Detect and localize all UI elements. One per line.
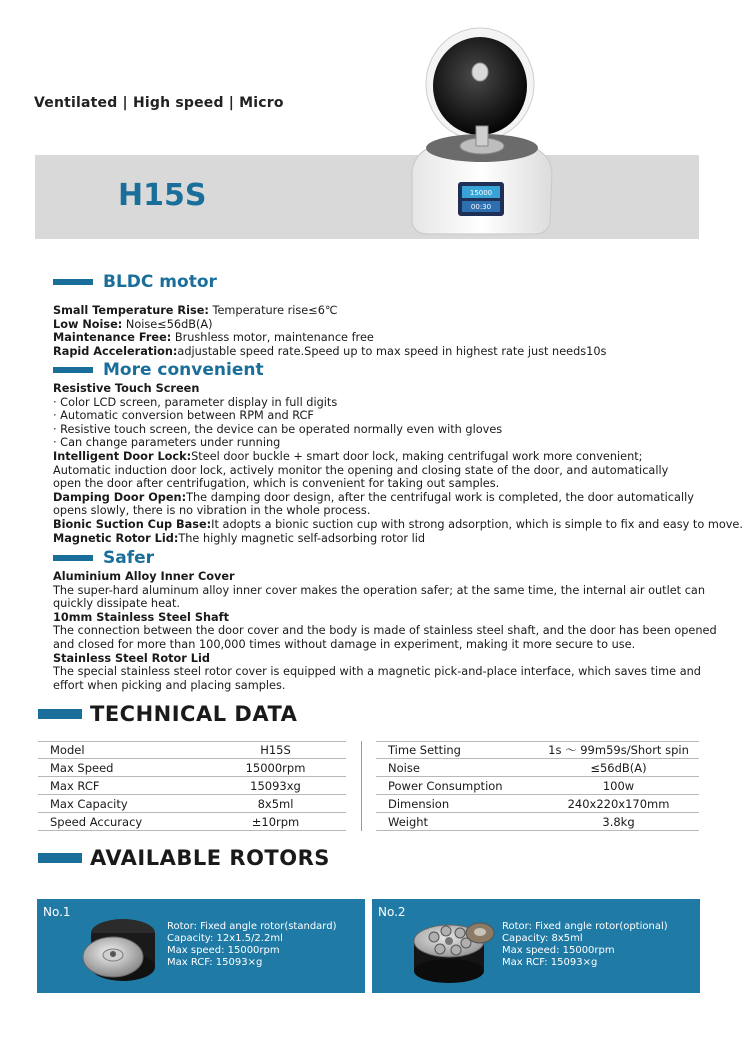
spec-row — [38, 813, 346, 831]
section-safer — [53, 547, 154, 569]
door-lock-line: Intelligent Door Lock:Steel door buckle + smart door lock, making centrifugal work more convenient; — [53, 449, 643, 463]
rotor-card-1 — [37, 899, 365, 993]
section-title-convenient: More convenient — [103, 360, 264, 380]
technical-data-title: TECHNICAL DATA — [90, 702, 298, 726]
rotor-spec-line: Capacity: 12x1.5/2.2ml — [167, 933, 283, 944]
touch-bullet: · Resistive touch screen, the device can be operated normally even with gloves — [53, 422, 503, 436]
door-lock-line: Automatic induction door lock, actively monitor the opening and closing state of the door, and automatically — [53, 463, 669, 477]
rotor-1-image — [73, 903, 163, 989]
safer-subtitle: Stainless Steel Rotor Lid — [53, 651, 210, 665]
heading-bar — [38, 853, 82, 863]
safer-text: quickly dissipate heat. — [53, 597, 180, 611]
rotor-number: No.2 — [378, 905, 406, 919]
rotor-1-info — [167, 921, 336, 969]
safer-text: The super-hard aluminum alloy inner cover makes the operation safer; at the same time, the internal air outlet can — [53, 583, 705, 597]
touch-bullet: · Color LCD screen, parameter display in full digits — [53, 395, 338, 409]
spec-value: H15S — [260, 743, 291, 757]
spec-row — [376, 777, 699, 795]
bldc-item — [53, 304, 606, 318]
spec-key: Dimension — [388, 796, 450, 811]
spec-table-left — [38, 741, 346, 831]
rotor-card-2 — [372, 899, 700, 993]
suction-line: Bionic Suction Cup Base:It adopts a bionic suction cup with strong adsorption, which is simple to fix and easy to move. — [53, 517, 743, 531]
rotor-2-info — [502, 921, 668, 969]
bldc-item-text: Temperature rise≤6℃ — [208, 304, 338, 317]
screen-speed-text: 15000 — [469, 189, 493, 197]
touch-title: Resistive Touch Screen — [53, 382, 200, 395]
bldc-item-text: Noise≤56dB(A) — [122, 317, 213, 331]
spec-row — [376, 741, 699, 759]
spec-row — [376, 795, 699, 813]
bldc-item-text: Brushless motor, maintenance free — [171, 331, 374, 345]
damping-line: Damping Door Open:The damping door design, after the centrifugal work is completed, the door automatically — [53, 490, 694, 504]
rotor-spec-line: Max speed: 15000rpm — [502, 945, 615, 956]
spec-key: Max Speed — [50, 760, 114, 775]
rotor-spec-line: Max RCF: 15093×g — [502, 957, 598, 968]
rotor-spec-line: Max RCF: 15093×g — [167, 957, 263, 968]
spec-row — [376, 813, 699, 831]
bldc-item — [53, 318, 606, 332]
available-rotors-title: AVAILABLE ROTORS — [90, 846, 330, 870]
spec-key: Model — [50, 743, 85, 757]
touch-bullet: · Can change parameters under running — [53, 436, 281, 450]
spec-key: Max Capacity — [50, 796, 128, 811]
spec-value: 100w — [602, 778, 635, 793]
spec-value: 15093xg — [250, 778, 301, 793]
bldc-item-label: Maintenance Free: — [53, 331, 172, 345]
damping-line: opens slowly, there is no vibration in the whole process. — [53, 504, 371, 518]
spec-key: Noise — [388, 760, 420, 775]
section-title-safer: Safer — [103, 548, 155, 568]
spec-key: Weight — [388, 814, 429, 829]
model-title: H15S — [118, 178, 207, 213]
heading-bar — [38, 709, 82, 719]
rotor-number: No.1 — [43, 905, 71, 919]
technical-data-heading — [38, 702, 297, 726]
spec-value: 3.8kg — [602, 814, 635, 829]
rotor-lid-line: Magnetic Rotor Lid:The highly magnetic self-adsorbing rotor lid — [53, 531, 426, 545]
bldc-item-label: Small Temperature Rise: — [53, 304, 209, 317]
spec-key: Time Setting — [388, 743, 461, 757]
spec-value: 8x5ml — [257, 796, 294, 811]
spec-row — [38, 759, 346, 777]
spec-key: Power Consumption — [388, 778, 503, 793]
safer-subtitle: 10mm Stainless Steel Shaft — [53, 610, 229, 624]
section-title-bldc: BLDC motor — [103, 272, 217, 292]
safer-text: and closed for more than 100,000 times without damage in experiment, making it more secure to use. — [53, 637, 636, 651]
section-bar — [53, 555, 93, 561]
bldc-item-text: adjustable speed rate.Speed up to max speed in highest rate just needs10s — [177, 344, 607, 358]
tagline: Ventilated | High speed | Micro — [34, 95, 284, 111]
available-rotors-heading — [38, 846, 330, 870]
spec-value: ±10rpm — [251, 814, 300, 829]
bldc-item — [53, 331, 606, 345]
section-bar — [53, 279, 93, 285]
spec-value: ≤56dB(A) — [590, 760, 647, 775]
bldc-item-label: Low Noise: — [53, 317, 123, 331]
safer-text: The special stainless steel rotor cover is equipped with a magnetic pick-and-place interface, which saves time and — [53, 665, 701, 679]
bldc-item — [53, 345, 606, 359]
spec-row — [376, 759, 699, 777]
spec-row — [38, 741, 346, 759]
centrifuge-illustration — [400, 22, 562, 236]
rotor-spec-line: Rotor: Fixed angle rotor(optional) — [502, 921, 668, 932]
rotor-spec-line: Rotor: Fixed angle rotor(standard) — [167, 921, 337, 932]
spec-value: 15000rpm — [245, 760, 306, 775]
spec-divider — [361, 741, 362, 831]
safer-text: The connection between the door cover and the body is made of stainless steel shaft, and the door has been opened — [53, 624, 717, 638]
door-lock-line: open the door after centrifugation, which is convenient for taking out samples. — [53, 477, 500, 491]
rotor-2-image — [408, 903, 498, 989]
convenient-list — [53, 382, 743, 545]
spec-key: Speed Accuracy — [50, 814, 143, 829]
section-bar — [53, 367, 93, 373]
spec-row — [38, 777, 346, 795]
spec-row — [38, 795, 346, 813]
safer-text: effort when picking and placing samples. — [53, 678, 286, 692]
bldc-list — [53, 304, 606, 358]
bldc-item-label: Rapid Acceleration: — [53, 344, 178, 358]
safer-list — [53, 570, 717, 692]
touch-bullet: · Automatic conversion between RPM and RCF — [53, 409, 314, 423]
spec-value: 1s ～ 99m59s/Short spin — [548, 743, 689, 757]
spec-table-right — [376, 741, 699, 831]
rotor-spec-line: Capacity: 8x5ml — [502, 933, 583, 944]
safer-subtitle: Aluminium Alloy Inner Cover — [53, 570, 235, 583]
section-convenient — [53, 359, 264, 381]
rotor-spec-line: Max speed: 15000rpm — [167, 945, 280, 956]
spec-key: Max RCF — [50, 778, 100, 793]
section-bldc — [53, 271, 217, 293]
spec-value: 240x220x170mm — [567, 796, 670, 811]
screen-time-text: 00:30 — [470, 203, 492, 211]
